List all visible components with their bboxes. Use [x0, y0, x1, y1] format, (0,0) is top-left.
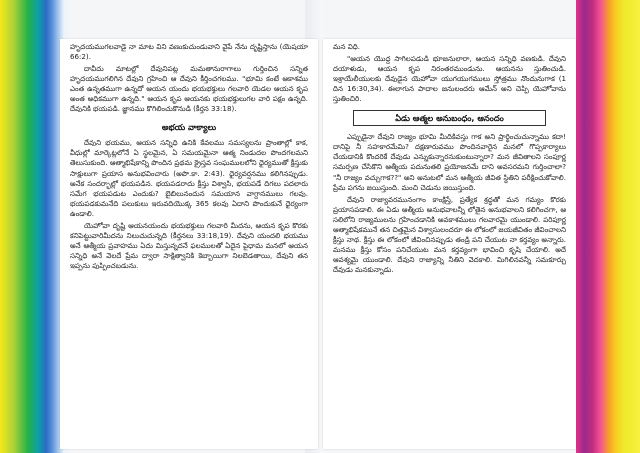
boxed-section-heading: ఏడు ఆత్మల అనుబంధం, ఆనందం [353, 110, 546, 126]
right-paragraph: "ఆయన యొద్ద సాగిలపడుడి భూజనులారా, ఆయన సన్నిధి వణకుడి. దేవుని దయాళుడు, ఆయన కృప నిరంతరముండును. ఆయనను స్తుతించుడి. ఇశ్రాయేలీయులకు దేవుడైన యెహోవా యుగయుగములు స్తోత్రము నొందునుగాక (1 దిన 16:30,34). ఈలాగున పాదాల జనులందరు ఆమేన్ అని చెప్పి యెహోవాను స్తుతించిరి. [333, 54, 566, 104]
right-page [323, 39, 576, 449]
right-page-content [323, 39, 576, 275]
right-paragraph: దేవుని రాజ్యావరమునంగాం కాంక్షిస్తే, ప్రత్యేక శ్రద్ధతో మన గమ్యం కొరకు ప్రయాసపడాలి. ఈ ఏడు ఆత్మీయ అనుభవాలన్నీ లోతైన అనుభవాలని కలిగించగా, ఆ సలిలోని రాజ్యములను గ్రహించడానికి అవకాశములు గలవారమై యుండాలి. పరిపూర్ణ ఆత్మాభిషేకమునే తన చిత్తమైన విశ్వాసులందరూ ఈ లోకంలో జయజీవితం జీవించాలని క్రీస్తు నాథ. క్రీస్తు ఈ లోకంలో జీవించినప్పుడు తండ్రి పని చేయుట నా కర్తవ్యం అన్నారు. మనము క్రీస్తు కోసం పనిచేయుట మన కర్తవ్యంగా భావించి కృషి చేయాలి. అదే ఆవశ్యమై యుండాలి. దేవుని రాజ్యాన్ని నీతిని వెదకాలి. మిగిలినవన్నీ సమకూర్చు దేవుడు మనకున్నాడు. [333, 194, 566, 274]
left-paragraph: హృదయముగలవాడై నా మాట విని వణుకుచుండువాని వైపే నేను దృష్టిస్తాను (యెషయా 66:2). [70, 42, 308, 62]
right-paragraph: మన విధి. [333, 42, 361, 51]
left-page [60, 39, 318, 449]
section-heading: అభయ వాక్యాలు [161, 122, 217, 133]
left-paragraph: దేవుని భయము, ఆయన సన్నిధి ఉనికి కేవలము సమస్యలను ప్రాంతాల్లో కాక, వీధుల్లో మార్కెట్లలోనే ఏ స్థలమైన, ఏ సమయమైనా ఆత్మ నిండుదల పొందగలమని తెలుసుకుంది. ఆత్మాభిషేకాన్ని పొందిన ప్రథమ క్రైస్తవ సంఘములలోని ధైర్యముతో క్రీస్తుకు సాక్షులుగా ప్రయాస అనుభవించారు (అపొ.కా. 2:43). ధైర్యవర్షనము కలిగినప్పుడు. అనేక సందర్భాల్లో భయపడిన. భయపడరాదు క్రీస్తు విశ్వాసి, భయపడే దిగలు పదలారు సమేగ భయపడుట ఎందుకు? బైబిలునందున సమయాన వాగ్దానములు గలవు. భయపడకుమనేది పలుకులు ఇరువదియొక్క 365 కలవు ఏదాని పొందుకునే ధైర్యంగా ఉండాలి. [70, 138, 308, 218]
right-paragraph: ఎప్పుడైనా దేవుని రాజ్యం భూమి మీదికివస్తు గాక అని ప్రార్థించుచున్నాము కదా! దానిపై నీ సహకారమేమి? దక్షణారువము పొందినవారైన మనలో గొప్పకార్యాలు చేయడానికి కొందరికే దేవుడు ఎన్నుకున్నారనుకుంటున్నారా? మన జీవితాలని సంపూర్ణ సమర్పణ చేసికొని ఆత్మీయ పదునుతలి ప్రయోజనమే దాని అవసరమని గుర్తించాలా? "నీ రాజ్యం వచ్చుగాక??" అని అనుటలో మన ఆత్మీయ జీవిత స్థితిని పరీక్షించుకోవాలి. ప్రేమ పగను జయిస్తుంది. మంచి చెడును జయిస్తుంది. [333, 132, 566, 192]
left-paragraph: దావీదు మాటల్లో దేవునిపట్ల మమతానురాగాలు గుర్తించిన సన్నిత హృదయముగలిగిన దేవుని గ్రహించి ఆ దేవుని కీర్తించగలము. "భూమి కంటే ఆకాశము ఎంత ఉన్నతముగా ఉన్నదో ఆయన యందు భయభక్తులు గలవారి యెడల ఆయన కృప అంత అధికముగా ఉన్నది." ఆయన కృప ఆయనకు భయభక్తులుగల వారి పక్షం ఉన్నది. దేవునికి భయపడి. జ్ఞానము కొగిలించుకొనుడి (కీర్తన 33:18). [70, 64, 308, 114]
left-page-content [60, 39, 318, 271]
left-paragraph: యెహోవా దృష్టి ఆయనయందు భయభక్తులు గలవారి మీదను, ఆయన కృప కొరకు కనిపెట్టువారిమీదను నిలుచుచున్నది (కీర్తనలు 33:18,19). దేవుని యందలి భయము అనే ఆత్మీయ ప్రవాహము ఏదు మిస్తున్నదనే ఫలములతో ఏదైన పైధామ మనలో ఆయన సన్నిధి అనే వెలదే ప్రేమ ద్వారా సాక్షిత్వానికి కెబ్బాయిగా నిలబెడతాయి, దేవుని తన ఇప్పను పుప్పించబడును. [70, 220, 308, 270]
right-decorative-stripes [576, 0, 640, 453]
